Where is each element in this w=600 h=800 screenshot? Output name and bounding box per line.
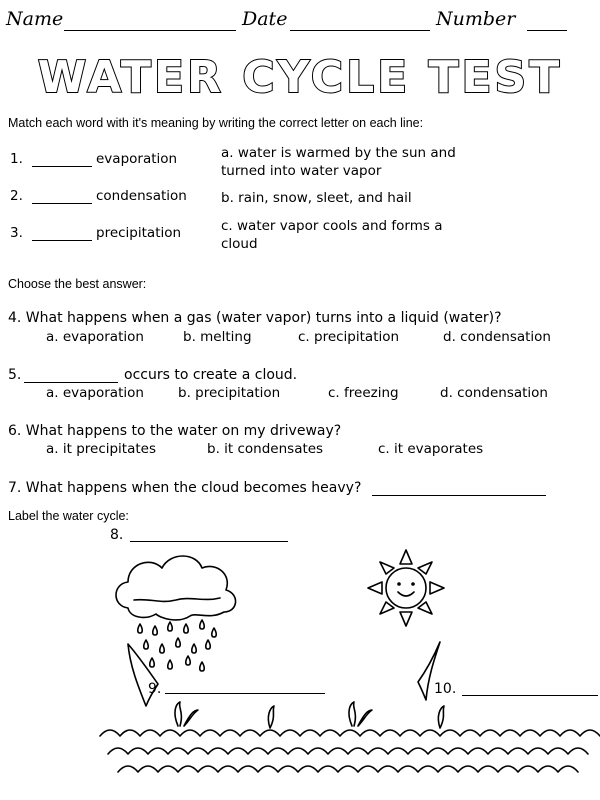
q5-blank[interactable]	[24, 382, 118, 383]
q6-option-a[interactable]: a. it precipitates	[46, 441, 157, 457]
match-item-1-word: evaporation	[96, 151, 178, 167]
q5-option-d[interactable]: d. condensation	[440, 385, 548, 401]
q7-answer-line[interactable]	[372, 495, 546, 496]
question-5-number: 5.	[8, 367, 22, 383]
raindrops-icon	[138, 620, 217, 671]
choose-instruction: Choose the best answer:	[8, 277, 147, 291]
date-field[interactable]	[290, 30, 430, 31]
water-cycle-illustration	[0, 540, 600, 800]
q4-option-a[interactable]: a. evaporation	[46, 329, 144, 345]
rain-cloud-icon	[116, 556, 236, 620]
match-item-3-number: 3.	[10, 225, 23, 241]
sun-icon	[368, 550, 444, 626]
q5-option-c[interactable]: c. freezing	[328, 385, 399, 401]
q5-option-a[interactable]: a. evaporation	[46, 385, 144, 401]
q4-option-d[interactable]: d. condensation	[443, 329, 551, 345]
question-7: 7. What happens when the cloud becomes heavy?	[8, 480, 362, 496]
match-item-2-number: 2.	[10, 188, 23, 204]
number-field[interactable]	[527, 30, 567, 31]
water-waves-icon	[100, 702, 600, 772]
match-meaning-c-line2: cloud	[221, 236, 258, 252]
match-meaning-a-line1: a. water is warmed by the sun and	[221, 145, 456, 161]
match-meaning-a-line2: turned into water vapor	[221, 163, 382, 179]
name-field[interactable]	[64, 30, 236, 31]
q6-option-c[interactable]: c. it evaporates	[378, 441, 484, 457]
arrow-up-icon	[418, 642, 440, 700]
label-cycle-instruction: Label the water cycle:	[8, 509, 129, 523]
number-label: Number	[436, 8, 516, 30]
match-item-1-blank[interactable]	[32, 166, 92, 167]
match-instruction: Match each word with it's meaning by writing the correct letter on each line:	[8, 116, 424, 130]
q6-option-b[interactable]: b. it condensates	[207, 441, 324, 457]
arrow-down-icon	[128, 644, 158, 706]
match-item-2-word: condensation	[96, 188, 187, 204]
name-label: Name	[6, 8, 64, 30]
match-meaning-c-line1: c. water vapor cools and forms a	[221, 218, 443, 234]
label-9-number: 9.	[148, 681, 162, 697]
question-6: 6. What happens to the water on my driveway?	[8, 423, 342, 439]
q5-option-b[interactable]: b. precipitation	[178, 385, 281, 401]
match-item-2-blank[interactable]	[32, 203, 92, 204]
page-title: WATER CYCLE TEST	[37, 52, 563, 103]
question-5: occurs to create a cloud.	[124, 367, 298, 383]
q4-option-b[interactable]: b. melting	[183, 329, 252, 345]
match-meaning-b: b. rain, snow, sleet, and hail	[221, 190, 412, 206]
date-label: Date	[242, 8, 288, 30]
match-item-1-number: 1.	[10, 151, 23, 167]
q4-option-c[interactable]: c. precipitation	[298, 329, 400, 345]
label-8-number: 8.	[110, 527, 124, 543]
question-4: 4. What happens when a gas (water vapor) turns into a liquid (water)?	[8, 310, 502, 326]
match-item-3-blank[interactable]	[32, 240, 92, 241]
match-item-3-word: precipitation	[96, 225, 182, 241]
label-10-number: 10.	[434, 681, 457, 697]
